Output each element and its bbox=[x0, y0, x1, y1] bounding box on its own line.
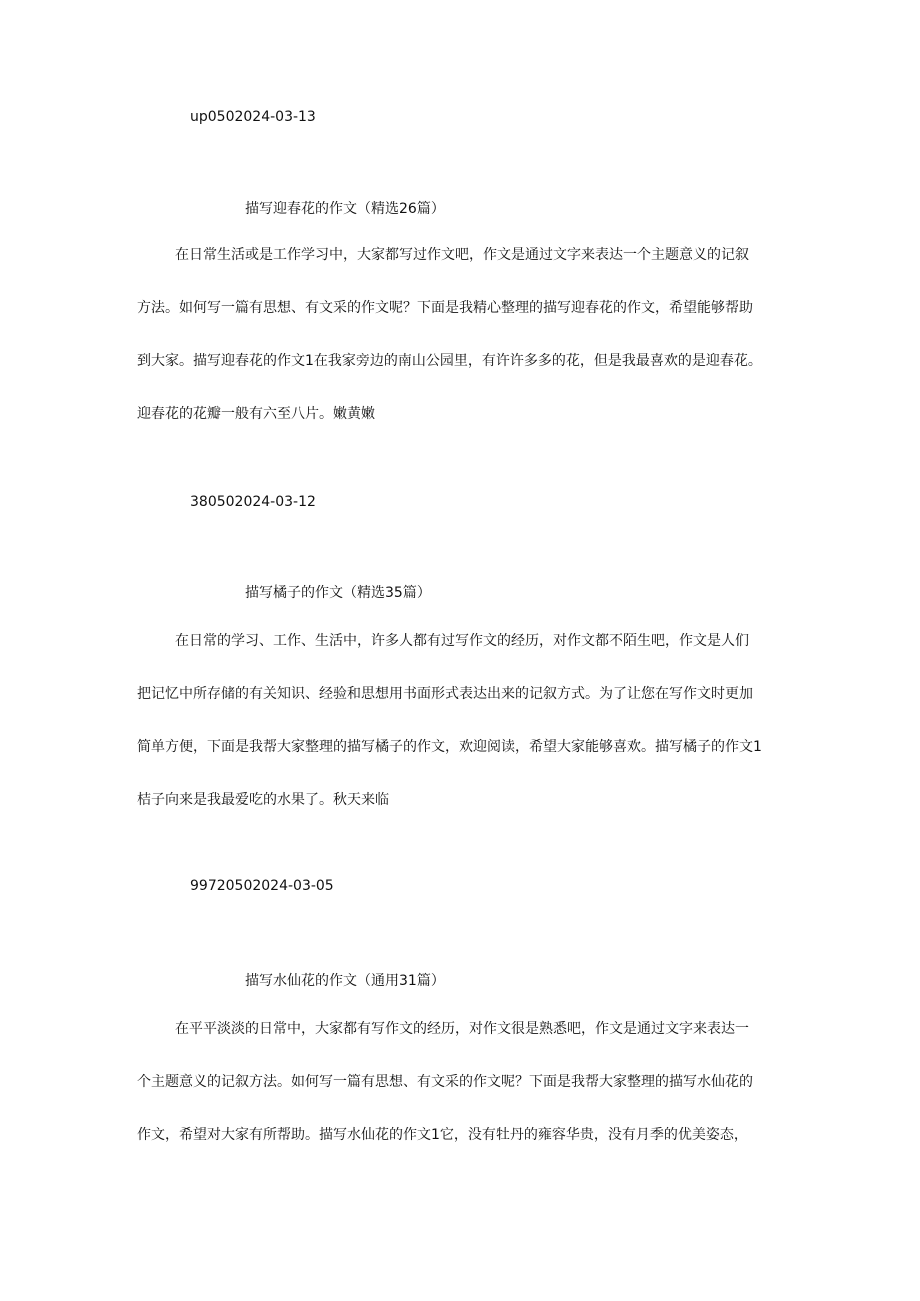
article-1-line-3: 到大家。描写迎春花的作文1在我家旁边的南山公园里，有许许多多的花，但是我最喜欢的是迎春花。 bbox=[137, 353, 762, 369]
article-1-title: 描写迎春花的作文（精选26篇） bbox=[245, 201, 445, 217]
article-1-line-1: 在日常生活或是工作学习中，大家都写过作文吧，作文是通过文字来表达一个主题意义的记叙 bbox=[175, 247, 749, 263]
article-3-line-1: 在平平淡淡的日常中，大家都有写作文的经历，对作文很是熟悉吧，作文是通过文字来表达一 bbox=[175, 1021, 749, 1037]
article-2-line-2: 把记忆中所存储的有关知识、经验和思想用书面形式表达出来的记叙方式。为了让您在写作文时更加 bbox=[137, 686, 753, 702]
article-3-title: 描写水仙花的作文（通用31篇） bbox=[245, 973, 445, 989]
article-3-meta: 99720502024-03-05 bbox=[190, 878, 334, 894]
article-2-line-3: 简单方便，下面是我帮大家整理的描写橘子的作文，欢迎阅读，希望大家能够喜欢。描写橘子的作文1 bbox=[137, 739, 762, 755]
article-2-body bbox=[137, 632, 785, 844]
article-2-title: 描写橘子的作文（精选35篇） bbox=[245, 585, 431, 601]
article-3-body bbox=[137, 1020, 785, 1179]
article-2-meta: 380502024-03-12 bbox=[190, 494, 316, 510]
article-1-line-4: 迎春花的花瓣一般有六至八片。嫩黄嫩 bbox=[137, 406, 375, 422]
article-3-line-2: 个主题意义的记叙方法。如何写一篇有思想、有文采的作文呢？下面是我帮大家整理的描写水仙花的 bbox=[137, 1074, 753, 1090]
article-1-body bbox=[137, 246, 785, 458]
article-1-line-2: 方法。如何写一篇有思想、有文采的作文呢？下面是我精心整理的描写迎春花的作文，希望能够帮助 bbox=[137, 300, 753, 316]
article-2-line-4: 桔子向来是我最爱吃的水果了。秋天来临 bbox=[137, 792, 389, 808]
article-2-line-1: 在日常的学习、工作、生活中，许多人都有过写作文的经历，对作文都不陌生吧，作文是人们 bbox=[175, 633, 749, 649]
article-1-meta: up0502024-03-13 bbox=[190, 109, 316, 125]
article-3-line-3: 作文，希望对大家有所帮助。描写水仙花的作文1它，没有牡丹的雍容华贵，没有月季的优美姿态， bbox=[137, 1127, 748, 1143]
